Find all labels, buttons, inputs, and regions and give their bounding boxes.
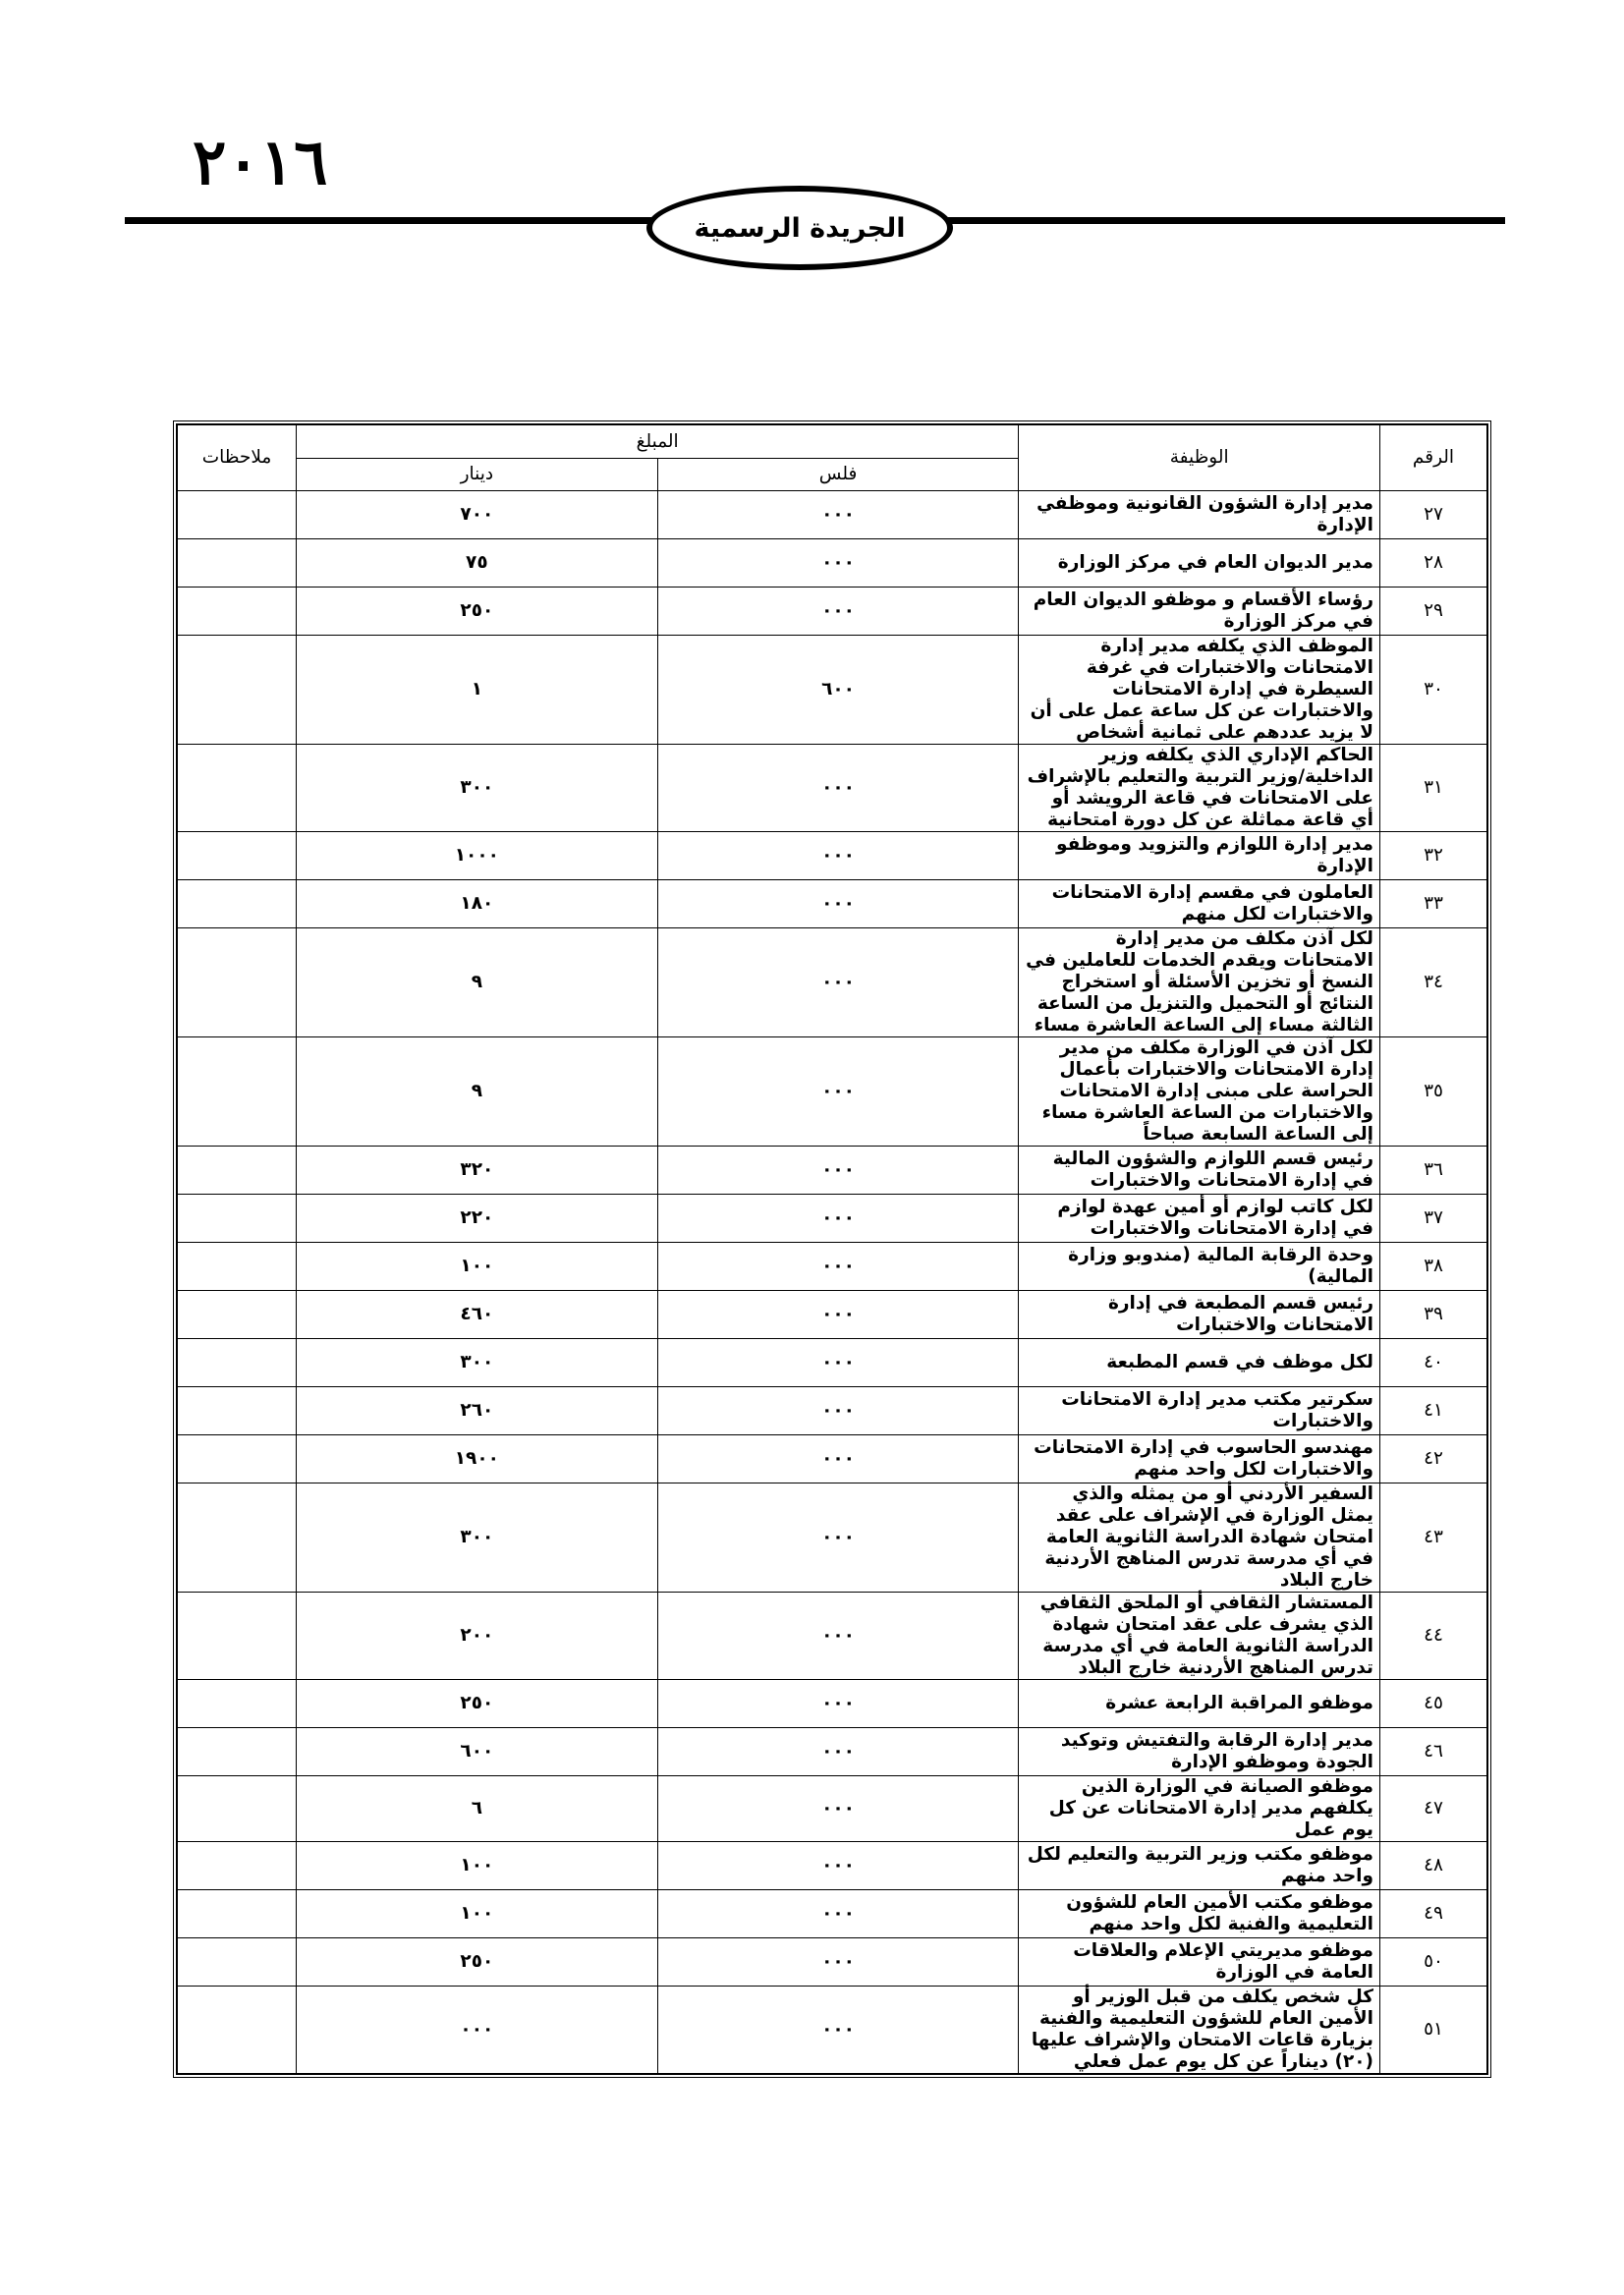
row-job: لكل آذن في الوزارة مكلف من مدير إدارة الامتحانات والاختبارات بأعمال الحراسة على مبنى إدارة الامتحانات والاختبارات من الساعة العاشرة مساء إلى الساعة السابعة صباحاً <box>1019 1037 1380 1147</box>
row-dinar: ٦٠٠ <box>297 1728 658 1776</box>
row-number: ٣٢ <box>1380 832 1487 880</box>
row-notes <box>178 745 297 832</box>
row-dinar: ٧٥ <box>297 539 658 588</box>
row-dinar: ١٠٠ <box>297 1842 658 1890</box>
table-row <box>178 636 1487 745</box>
row-notes <box>178 880 297 928</box>
row-number: ٢٨ <box>1380 539 1487 588</box>
row-number: ٣٣ <box>1380 880 1487 928</box>
row-notes <box>178 1890 297 1938</box>
row-notes <box>178 1037 297 1147</box>
row-job: لكل موظف في قسم المطبعة <box>1019 1339 1380 1387</box>
row-number: ٤٤ <box>1380 1593 1487 1680</box>
table-row <box>178 832 1487 880</box>
header-notes: ملاحظات <box>178 425 297 491</box>
header-fils: فلس <box>657 459 1019 491</box>
table-row <box>178 539 1487 588</box>
row-notes <box>178 1987 297 2074</box>
header-dinar: دينار <box>297 459 658 491</box>
row-dinar: ٣٠٠ <box>297 1339 658 1387</box>
row-notes <box>178 928 297 1037</box>
row-fils: ٠٠٠ <box>657 1339 1019 1387</box>
row-fils: ٠٠٠ <box>657 1680 1019 1728</box>
row-job: كل شخص يكلف من قبل الوزير أو الأمين العام للشؤون التعليمية والفنية بزيارة قاعات الامتحان والإشراف عليها (٢٠) ديناراً عن كل يوم عمل فعلي <box>1019 1987 1380 2074</box>
table-row <box>178 1037 1487 1147</box>
row-notes <box>178 1938 297 1987</box>
row-number: ٥١ <box>1380 1987 1487 2074</box>
row-dinar: ٢٦٠ <box>297 1387 658 1435</box>
allowance-table <box>173 420 1491 2078</box>
row-fils: ٠٠٠ <box>657 1938 1019 1987</box>
table-row <box>178 1147 1487 1195</box>
row-number: ٣٥ <box>1380 1037 1487 1147</box>
table-row <box>178 1987 1487 2074</box>
gazette-title-oval <box>646 186 953 270</box>
row-notes <box>178 491 297 539</box>
table-row <box>178 1483 1487 1593</box>
row-notes <box>178 1387 297 1435</box>
table-row <box>178 1195 1487 1243</box>
row-dinar: ٢٥٠ <box>297 1680 658 1728</box>
row-notes <box>178 1339 297 1387</box>
table-row <box>178 1890 1487 1938</box>
gazette-title: الجريدة الرسمية <box>694 212 906 244</box>
row-dinar: ٧٠٠ <box>297 491 658 539</box>
row-number: ٤٣ <box>1380 1483 1487 1593</box>
table-row <box>178 1593 1487 1680</box>
row-dinar: ٦ <box>297 1776 658 1842</box>
row-number: ٤٢ <box>1380 1435 1487 1483</box>
row-number: ٣٩ <box>1380 1291 1487 1339</box>
table-row <box>178 1938 1487 1987</box>
row-dinar: ٢٢٠ <box>297 1195 658 1243</box>
row-notes <box>178 1842 297 1890</box>
row-job: موظفو مديريتي الإعلام والعلاقات العامة في الوزارة <box>1019 1938 1380 1987</box>
row-dinar: ٤٦٠ <box>297 1291 658 1339</box>
row-job: مدير إدارة الرقابة والتفتيش وتوكيد الجودة وموظفو الإدارة <box>1019 1728 1380 1776</box>
row-job: مدير الديوان العام في مركز الوزارة <box>1019 539 1380 588</box>
row-fils: ٠٠٠ <box>657 880 1019 928</box>
table-row <box>178 1842 1487 1890</box>
table-row <box>178 1243 1487 1291</box>
row-job: رؤساء الأقسام و موظفو الديوان العام في مركز الوزارة <box>1019 588 1380 636</box>
row-fils: ٠٠٠ <box>657 1483 1019 1593</box>
row-fils: ٠٠٠ <box>657 745 1019 832</box>
table-row <box>178 491 1487 539</box>
row-number: ٥٠ <box>1380 1938 1487 1987</box>
row-notes <box>178 1147 297 1195</box>
row-number: ٢٧ <box>1380 491 1487 539</box>
row-number: ٣٤ <box>1380 928 1487 1037</box>
row-job: لكل كاتب لوازم أو أمين عهدة لوازم في إدارة الامتحانات والاختبارات <box>1019 1195 1380 1243</box>
header-job: الوظيفة <box>1019 425 1380 491</box>
row-notes <box>178 832 297 880</box>
row-fils: ٠٠٠ <box>657 1728 1019 1776</box>
row-job: الموظف الذي يكلفه مدير إدارة الامتحانات والاختبارات في غرفة السيطرة في إدارة الامتحانات والاختبارات عن كل ساعة عمل على أن لا يزيد عددهم على ثمانية أشخاص <box>1019 636 1380 745</box>
row-job: موظفو مكتب الأمين العام للشؤون التعليمية والفنية لكل واحد منهم <box>1019 1890 1380 1938</box>
row-fils: ٠٠٠ <box>657 1890 1019 1938</box>
row-fils: ٠٠٠ <box>657 1195 1019 1243</box>
row-job: وحدة الرقابة المالية (مندوبو وزارة المالية) <box>1019 1243 1380 1291</box>
table-row <box>178 928 1487 1037</box>
row-notes <box>178 1435 297 1483</box>
row-fils: ٠٠٠ <box>657 1593 1019 1680</box>
row-dinar: ٩ <box>297 928 658 1037</box>
row-number: ٣٦ <box>1380 1147 1487 1195</box>
row-fils: ٠٠٠ <box>657 1987 1019 2074</box>
row-dinar: ١٨٠ <box>297 880 658 928</box>
row-fils: ٠٠٠ <box>657 491 1019 539</box>
row-number: ٣٧ <box>1380 1195 1487 1243</box>
row-fils: ٦٠٠ <box>657 636 1019 745</box>
row-number: ٤٦ <box>1380 1728 1487 1776</box>
page-year: ٢٠١٦ <box>193 126 328 199</box>
row-dinar: ٩ <box>297 1037 658 1147</box>
table-row <box>178 1776 1487 1842</box>
row-dinar: ٠٠٠ <box>297 1987 658 2074</box>
row-job: مدير إدارة اللوازم والتزويد وموظفو الإدارة <box>1019 832 1380 880</box>
row-dinar: ٣٠٠ <box>297 745 658 832</box>
row-dinar: ٢٥٠ <box>297 1938 658 1987</box>
row-dinar: ٣٠٠ <box>297 1483 658 1593</box>
table-row <box>178 880 1487 928</box>
row-number: ٣٨ <box>1380 1243 1487 1291</box>
row-number: ٣٠ <box>1380 636 1487 745</box>
row-fils: ٠٠٠ <box>657 1147 1019 1195</box>
row-number: ٤٨ <box>1380 1842 1487 1890</box>
row-fils: ٠٠٠ <box>657 1435 1019 1483</box>
row-dinar: ١٩٠٠ <box>297 1435 658 1483</box>
row-notes <box>178 1680 297 1728</box>
row-number: ٤٠ <box>1380 1339 1487 1387</box>
row-notes <box>178 539 297 588</box>
row-number: ٤٩ <box>1380 1890 1487 1938</box>
row-job: السفير الأردني أو من يمثله والذي يمثل الوزارة في الإشراف على عقد امتحان شهادة الدراسة الثانوية العامة في أي مدرسة تدرس المناهج الأردنية خارج البلاد <box>1019 1483 1380 1593</box>
row-job: موظفو مكتب وزير التربية والتعليم لكل واحد منهم <box>1019 1842 1380 1890</box>
row-notes <box>178 1728 297 1776</box>
table-row <box>178 1680 1487 1728</box>
row-job: موظفو الصيانة في الوزارة الذين يكلفهم مدير إدارة الامتحانات عن كل يوم عمل <box>1019 1776 1380 1842</box>
table-row <box>178 1387 1487 1435</box>
row-dinar: ٢٥٠ <box>297 588 658 636</box>
row-job: مهندسو الحاسوب في إدارة الامتحانات والاختبارات لكل واحد منهم <box>1019 1435 1380 1483</box>
row-number: ٣١ <box>1380 745 1487 832</box>
row-job: لكل آذن مكلف من مدير إدارة الامتحانات ويقدم الخدمات للعاملين في النسخ أو تخزين الأسئلة أو استخراج النتائج أو التحميل والتنزيل من الساعة الثالثة مساء إلى الساعة العاشرة مساء <box>1019 928 1380 1037</box>
row-fils: ٠٠٠ <box>657 928 1019 1037</box>
table-row <box>178 1339 1487 1387</box>
row-job: موظفو المراقبة الرابعة عشرة <box>1019 1680 1380 1728</box>
row-dinar: ٣٢٠ <box>297 1147 658 1195</box>
row-fils: ٠٠٠ <box>657 1842 1019 1890</box>
row-number: ٤٧ <box>1380 1776 1487 1842</box>
row-notes <box>178 1593 297 1680</box>
table-row <box>178 1435 1487 1483</box>
table-row <box>178 745 1487 832</box>
row-dinar: ٢٠٠ <box>297 1593 658 1680</box>
row-dinar: ١ <box>297 636 658 745</box>
row-job: رئيس قسم اللوازم والشؤون المالية في إدارة الامتحانات والاختبارات <box>1019 1147 1380 1195</box>
row-job: العاملون في مقسم إدارة الامتحانات والاختبارات لكل منهم <box>1019 880 1380 928</box>
row-fils: ٠٠٠ <box>657 539 1019 588</box>
row-notes <box>178 588 297 636</box>
row-notes <box>178 636 297 745</box>
row-job: مدير إدارة الشؤون القانونية وموظفي الإدارة <box>1019 491 1380 539</box>
row-fils: ٠٠٠ <box>657 1776 1019 1842</box>
row-notes <box>178 1776 297 1842</box>
row-job: الحاكم الإداري الذي يكلفه وزير الداخلية/وزير التربية والتعليم بالإشراف على الامتحانات في قاعة الرويشد أو أي قاعة مماثلة عن كل دورة امتحانية <box>1019 745 1380 832</box>
row-fils: ٠٠٠ <box>657 1037 1019 1147</box>
table-row <box>178 1728 1487 1776</box>
row-job: سكرتير مكتب مدير إدارة الامتحانات والاختبارات <box>1019 1387 1380 1435</box>
row-number: ٤١ <box>1380 1387 1487 1435</box>
row-notes <box>178 1483 297 1593</box>
row-dinar: ١٠٠ <box>297 1243 658 1291</box>
row-number: ٤٥ <box>1380 1680 1487 1728</box>
row-job: المستشار الثقافي أو الملحق الثقافي الذي يشرف على عقد امتحان شهادة الدراسة الثانوية العامة في أي مدرسة تدرس المناهج الأردنية خارج البلاد <box>1019 1593 1380 1680</box>
header-number: الرقم <box>1380 425 1487 491</box>
row-dinar: ١٠٠٠ <box>297 832 658 880</box>
row-notes <box>178 1291 297 1339</box>
row-fils: ٠٠٠ <box>657 588 1019 636</box>
row-fils: ٠٠٠ <box>657 1291 1019 1339</box>
row-fils: ٠٠٠ <box>657 1387 1019 1435</box>
row-dinar: ١٠٠ <box>297 1890 658 1938</box>
row-number: ٢٩ <box>1380 588 1487 636</box>
header-amount: المبلغ <box>297 425 1019 459</box>
table-row <box>178 588 1487 636</box>
table-row <box>178 1291 1487 1339</box>
row-fils: ٠٠٠ <box>657 1243 1019 1291</box>
row-fils: ٠٠٠ <box>657 832 1019 880</box>
row-notes <box>178 1243 297 1291</box>
row-notes <box>178 1195 297 1243</box>
row-job: رئيس قسم المطبعة في إدارة الامتحانات والاختبارات <box>1019 1291 1380 1339</box>
